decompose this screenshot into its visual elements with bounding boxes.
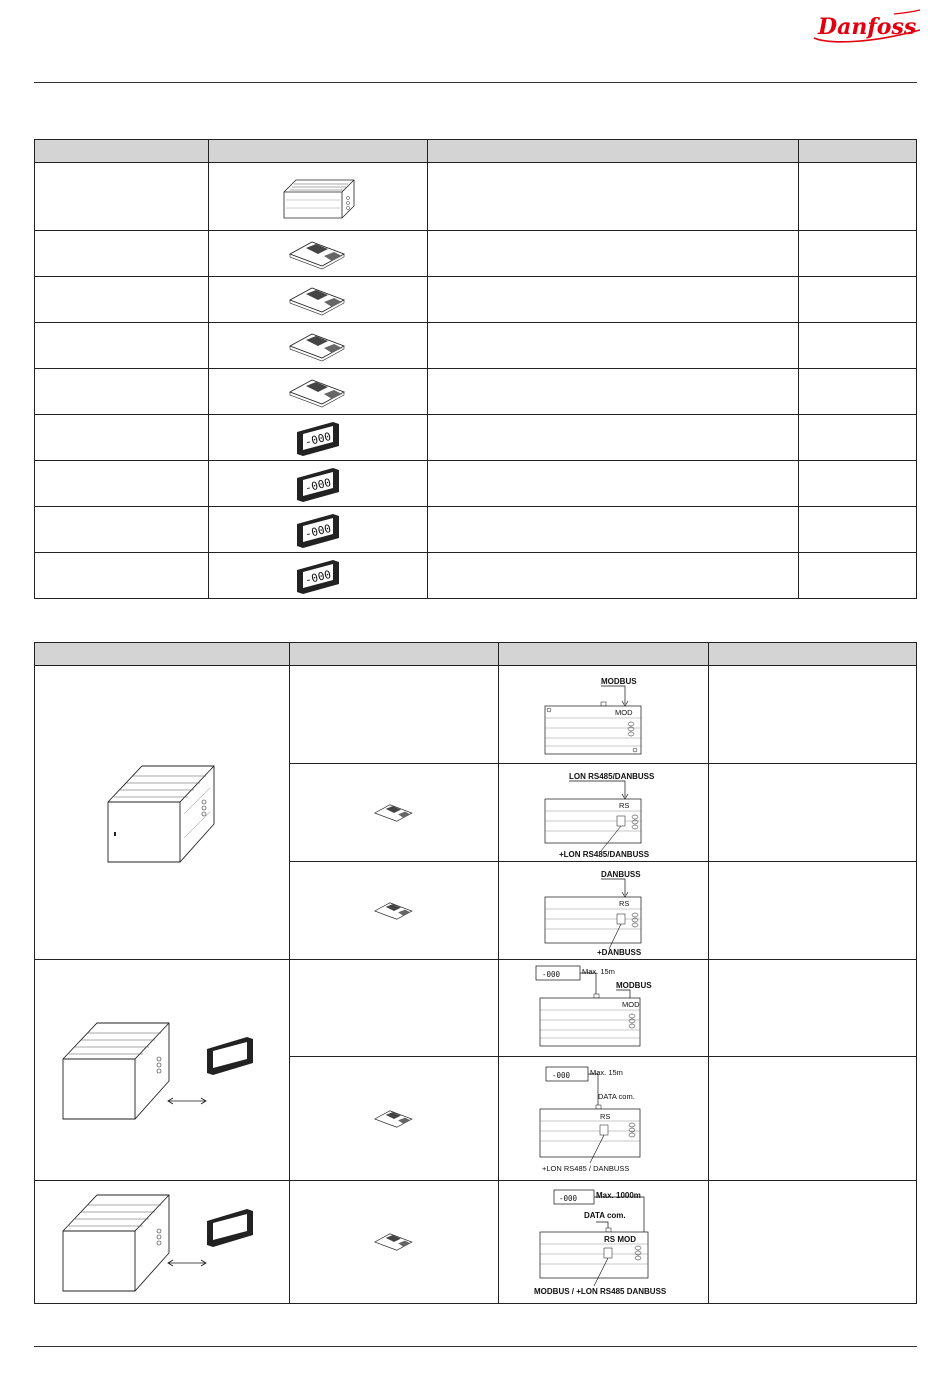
svg-text:DANBUSS: DANBUSS — [600, 869, 641, 879]
wiring-diagram-display-modbus — [534, 962, 674, 1054]
svg-text:Max. 1000m: Max. 1000m — [595, 1191, 641, 1200]
product-table — [34, 139, 917, 599]
table-row — [35, 461, 917, 507]
header-rule — [34, 82, 917, 83]
svg-text:-000: -000 — [303, 567, 333, 587]
danfoss-logo — [808, 4, 926, 48]
table-row — [35, 1181, 917, 1304]
svg-text:MODBUS: MODBUS — [600, 676, 637, 686]
module-card-image — [372, 1107, 416, 1131]
table-row — [35, 323, 917, 369]
table-header-row — [35, 643, 917, 666]
wiring-diagram-display-lon — [534, 1063, 674, 1175]
svg-text:LON RS485/DANBUSS: LON RS485/DANBUSS — [568, 771, 654, 781]
module-card-image — [286, 376, 350, 408]
svg-text:-000: -000 — [303, 429, 333, 449]
svg-text:Max. 15m: Max. 15m — [589, 1067, 623, 1077]
svg-text:-000: -000 — [303, 475, 333, 495]
controller-with-display-image — [57, 1015, 267, 1125]
module-card-image — [286, 284, 350, 316]
communication-table — [34, 642, 917, 1304]
display-image — [293, 510, 343, 550]
svg-text:MOD: MOD — [621, 1000, 639, 1009]
svg-text:-000: -000 — [551, 1070, 570, 1080]
module-card-image — [372, 899, 416, 923]
svg-text:-000: -000 — [558, 1194, 577, 1203]
table-row — [35, 415, 917, 461]
svg-text:Max. 15m: Max. 15m — [581, 967, 615, 976]
wiring-diagram-danbuss — [539, 865, 669, 957]
table-row — [35, 666, 917, 764]
controller-with-display-image — [57, 1187, 267, 1297]
svg-text:DATA com.: DATA com. — [583, 1211, 626, 1220]
module-card-image — [372, 1230, 416, 1254]
svg-text:RS: RS — [618, 800, 629, 810]
controller-image — [278, 172, 358, 222]
display-image — [293, 556, 343, 596]
footer-rule — [34, 1346, 917, 1347]
svg-text:RS MOD: RS MOD — [603, 1235, 636, 1244]
display-image — [293, 418, 343, 458]
controller-image — [102, 758, 222, 868]
logo-text: Danfoss — [818, 14, 917, 40]
wiring-diagram-lon — [539, 767, 669, 859]
module-card-image — [286, 238, 350, 270]
wiring-diagram-modbus — [539, 672, 669, 758]
module-card-image — [372, 801, 416, 825]
svg-text:MODBUS / +LON RS485 DANBUSS: MODBUS / +LON RS485 DANBUSS — [533, 1287, 666, 1296]
wiring-diagram-display-combined — [534, 1186, 674, 1298]
svg-text:MOD: MOD — [614, 707, 632, 717]
display-image — [293, 464, 343, 504]
svg-text:MODBUS: MODBUS — [615, 981, 652, 990]
module-card-image — [286, 330, 350, 362]
table-row — [35, 553, 917, 599]
table-row — [35, 507, 917, 553]
svg-text:RS: RS — [618, 898, 629, 908]
table-row — [35, 231, 917, 277]
svg-text:+DANBUSS: +DANBUSS — [596, 947, 641, 957]
svg-text:-000: -000 — [541, 970, 560, 979]
table-row — [35, 163, 917, 231]
table-header-row — [35, 140, 917, 163]
svg-text:DATA com.: DATA com. — [597, 1091, 635, 1101]
svg-text:RS: RS — [599, 1111, 610, 1121]
table-row — [35, 960, 917, 1057]
svg-text:+LON RS485 / DANBUSS: +LON RS485 / DANBUSS — [541, 1163, 629, 1173]
svg-text:+LON RS485/DANBUSS: +LON RS485/DANBUSS — [558, 849, 649, 859]
table-row — [35, 277, 917, 323]
svg-text:-000: -000 — [303, 521, 333, 541]
table-row — [35, 369, 917, 415]
